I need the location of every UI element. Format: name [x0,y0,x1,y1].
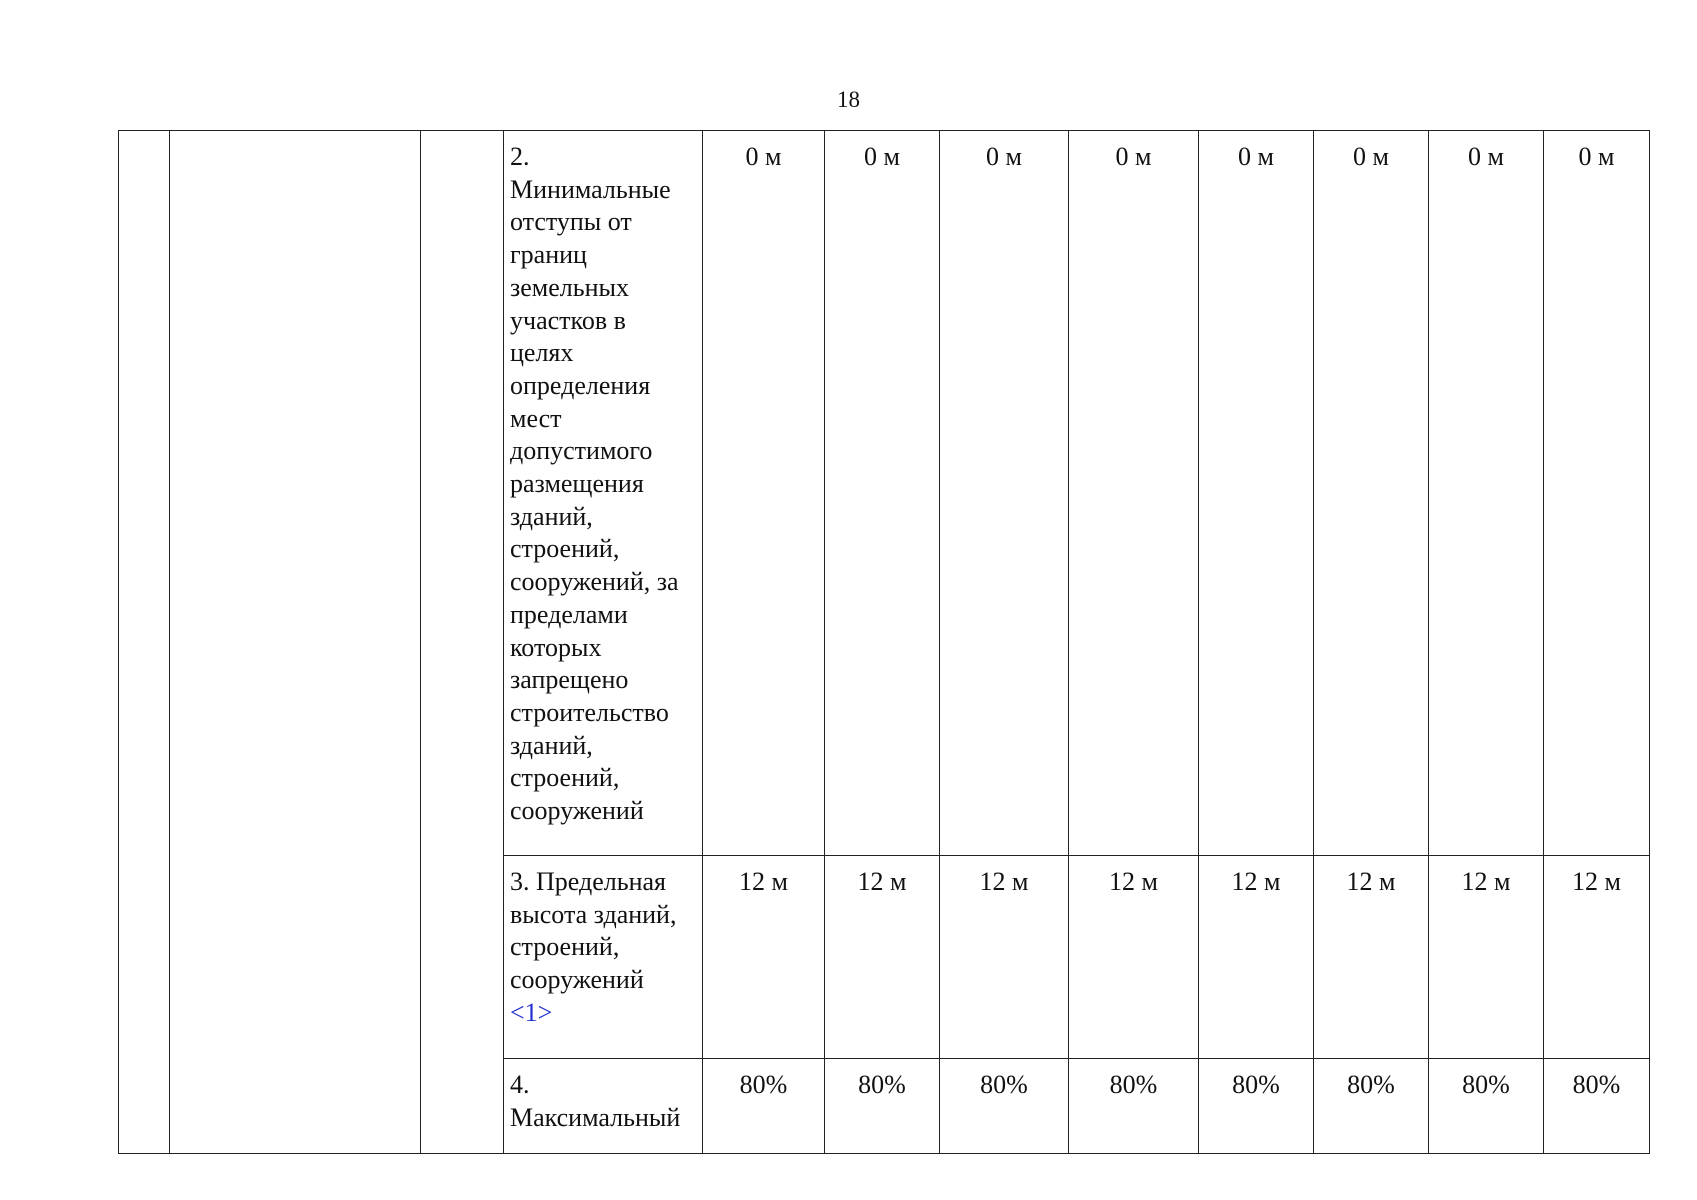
param-cell-max-coverage [504,1059,703,1154]
param-text-line: строений, [510,763,620,793]
param-text-line: 2. [510,142,530,171]
param-cell-max-height [504,856,703,1059]
footnote-link[interactable]: <1> [510,997,553,1027]
value-cell: 0 м [1069,131,1199,856]
value-cell: 80% [940,1059,1069,1154]
value-cell: 80% [1429,1059,1544,1154]
value-cell: 12 м [1544,856,1650,1059]
value-cell: 12 м [1069,856,1199,1059]
value-cell: 12 м [703,856,825,1059]
value-cell: 80% [825,1059,940,1154]
param-text-line: сооружений [510,796,644,826]
param-text-line: строительство [510,697,669,727]
value-cell: 0 м [703,131,825,856]
value-cell: 0 м [1429,131,1544,856]
param-text-line: запрещено [510,665,629,695]
value-cell: 0 м [940,131,1069,856]
param-text-line: земельных [510,272,630,302]
value-cell: 12 м [825,856,940,1059]
param-text-line: зданий, [510,730,593,760]
value-cell: 0 м [825,131,940,856]
empty-cell-code [421,131,504,1154]
value-cell: 80% [1069,1059,1199,1154]
param-text-line: пределами [510,599,628,629]
param-text-line: которых [510,632,602,662]
value-cell: 80% [1544,1059,1650,1154]
table-row [119,131,1650,856]
param-text-line: строений, [510,932,620,962]
param-text-line: целях [510,338,574,368]
empty-cell-number [119,131,170,1154]
value-cell: 0 м [1199,131,1314,856]
param-text-line: допустимого [510,436,653,466]
value-cell: 12 м [1314,856,1429,1059]
value-cell: 80% [703,1059,825,1154]
param-text-line: участков в [510,305,626,335]
regulations-table [118,130,1650,1154]
value-cell: 80% [1199,1059,1314,1154]
param-text-line: размещения [510,469,644,499]
param-text-line: границ [510,240,587,270]
param-cell-min-setbacks [504,131,703,856]
param-text-line: Максимальный [510,1102,681,1132]
value-cell: 12 м [1199,856,1314,1059]
value-cell: 0 м [1314,131,1429,856]
value-cell: 12 м [940,856,1069,1059]
value-cell: 12 м [1429,856,1544,1059]
param-text-line: отступы от [510,207,632,237]
value-cell: 80% [1314,1059,1429,1154]
param-text-line: зданий, [510,501,593,531]
param-text-line: мест [510,403,562,433]
param-text-line: сооружений [510,965,644,995]
page-number: 18 [837,87,860,112]
param-text-line: 3. Предельная [510,867,666,896]
param-text-line: 4. [510,1070,530,1099]
param-text-line: определения [510,370,651,400]
param-text-line: сооружений, за [510,567,679,597]
param-text-line: строений, [510,534,620,564]
empty-cell-zone-name [170,131,421,1154]
param-text-line: Минимальные [510,174,671,204]
param-text-line: высота зданий, [510,899,677,929]
value-cell: 0 м [1544,131,1650,856]
